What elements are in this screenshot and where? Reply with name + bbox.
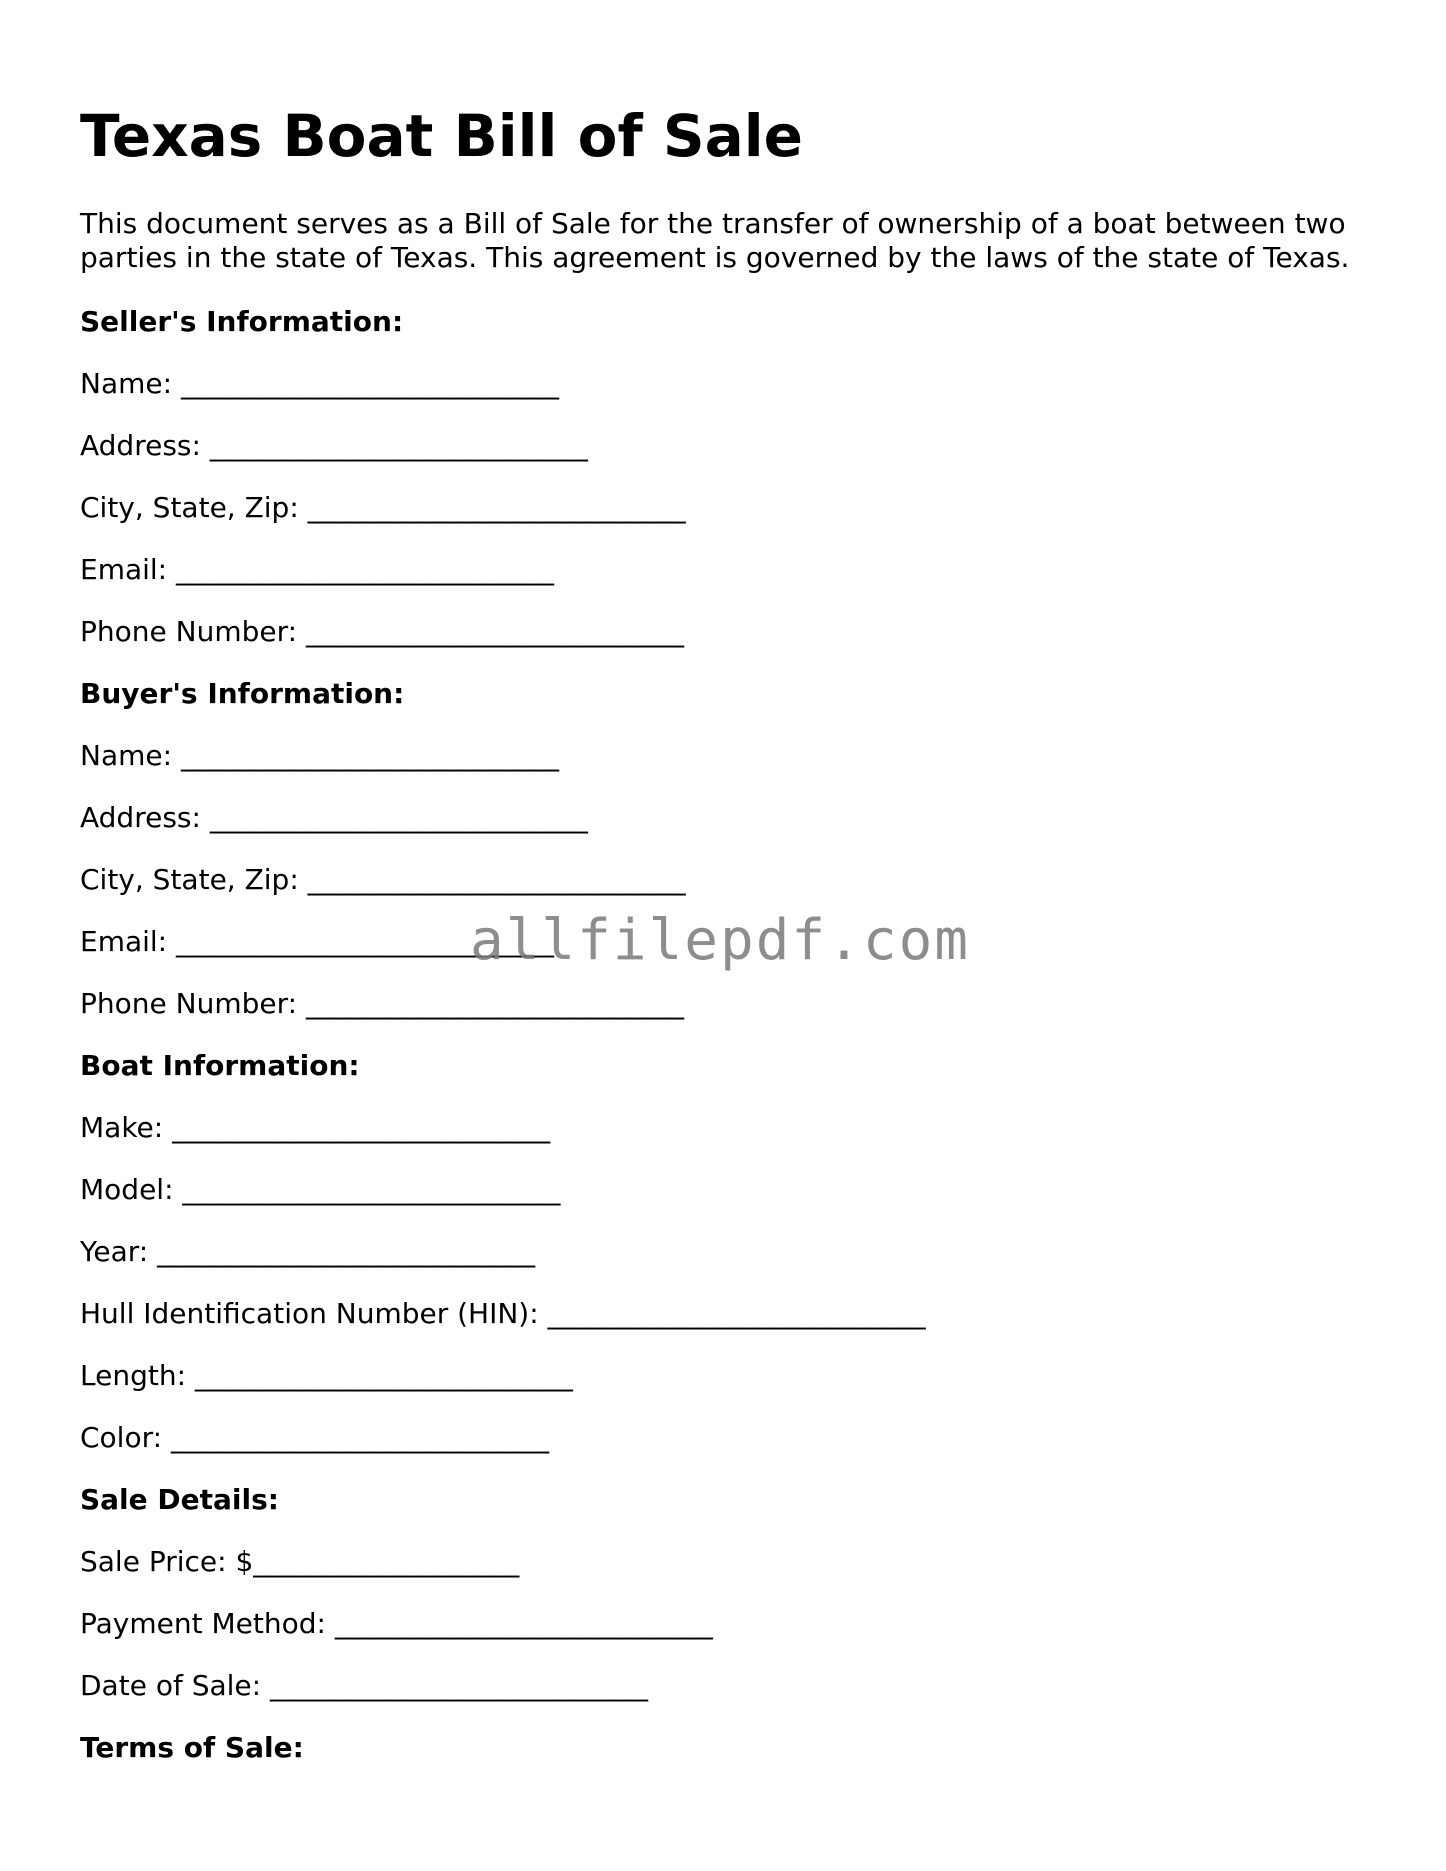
boat-make-field: Make: ___________________________ bbox=[80, 1111, 551, 1144]
seller-heading: Seller's Information: bbox=[80, 305, 404, 338]
seller-email-field: Email: ___________________________ bbox=[80, 553, 555, 586]
watermark-text: allfilepdf.com bbox=[470, 908, 971, 973]
sale-heading: Sale Details: bbox=[80, 1483, 279, 1516]
boat-length-field: Length: ___________________________ bbox=[80, 1359, 573, 1392]
buyer-phone-field: Phone Number: ___________________________ bbox=[80, 987, 684, 1020]
buyer-name-field: Name: ___________________________ bbox=[80, 739, 559, 772]
date-of-sale-field: Date of Sale: ___________________________ bbox=[80, 1669, 648, 1702]
seller-name-field: Name: ___________________________ bbox=[80, 367, 559, 400]
buyer-city-state-zip-field: City, State, Zip: ___________________________ bbox=[80, 863, 686, 896]
boat-hin-field: Hull Identification Number (HIN): ___________________________ bbox=[80, 1297, 926, 1330]
boat-color-field: Color: ___________________________ bbox=[80, 1421, 549, 1454]
buyer-address-field: Address: ___________________________ bbox=[80, 801, 588, 834]
boat-year-field: Year: ___________________________ bbox=[80, 1235, 536, 1268]
boat-model-field: Model: ___________________________ bbox=[80, 1173, 561, 1206]
sale-price-field: Sale Price: $___________________ bbox=[80, 1545, 520, 1578]
buyer-heading: Buyer's Information: bbox=[80, 677, 405, 710]
document-title: Texas Boat Bill of Sale bbox=[80, 102, 804, 170]
intro-paragraph: This document serves as a Bill of Sale for the transfer of ownership of a boat between two parties in the state of Texas. This agreement is governed by the laws of the state of Texas. bbox=[80, 207, 1350, 274]
payment-method-field: Payment Method: ___________________________ bbox=[80, 1607, 713, 1640]
seller-city-state-zip-field: City, State, Zip: ___________________________ bbox=[80, 491, 686, 524]
buyer-email-field: Email: ___________________________ bbox=[80, 925, 555, 958]
seller-address-field: Address: ___________________________ bbox=[80, 429, 588, 462]
boat-heading: Boat Information: bbox=[80, 1049, 360, 1082]
terms-heading: Terms of Sale: bbox=[80, 1731, 304, 1764]
seller-phone-field: Phone Number: ___________________________ bbox=[80, 615, 684, 648]
